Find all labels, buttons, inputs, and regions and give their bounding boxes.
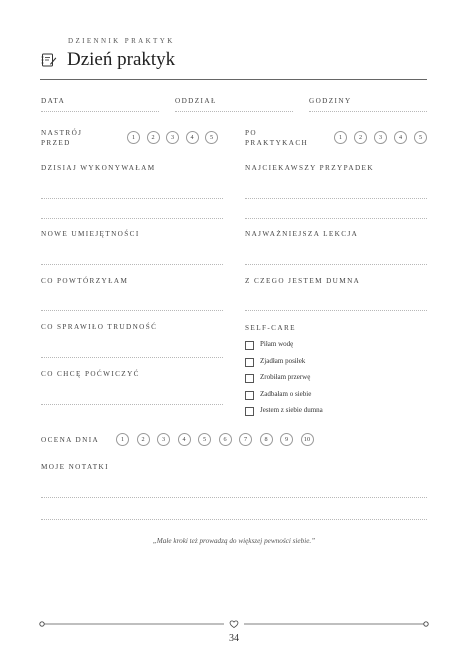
writing-line[interactable] <box>41 264 223 265</box>
self-care-checkbox-3[interactable] <box>245 374 254 383</box>
field-hours-label: GODZINY <box>309 97 352 105</box>
mood-after-option-2[interactable]: 2 <box>354 131 367 144</box>
mood-before-option-1[interactable]: 1 <box>127 131 140 144</box>
self-care-item-label: Jestem z siebie dumna <box>260 406 323 414</box>
page-title: Dzień praktyk <box>67 49 176 70</box>
self-care-item-label: Zjadłam posiłek <box>260 356 306 365</box>
mood-after-label-line2: PRAKTYKACH <box>245 139 309 147</box>
notes-line[interactable] <box>41 519 427 520</box>
writing-line[interactable] <box>41 198 223 199</box>
section-repeated-label: CO POWTÓRZYŁAM <box>41 277 129 285</box>
section-today-did-label: DZISIAJ WYKONYWAŁAM <box>41 164 156 172</box>
day-rating-option-7[interactable]: 7 <box>239 433 252 446</box>
section-practice-label: CO CHCĘ POĆWICZYĆ <box>41 370 140 378</box>
page-number: 34 <box>229 633 239 644</box>
day-rating-option-3[interactable]: 3 <box>157 433 170 446</box>
notes-label: MOJE NOTATKI <box>41 463 109 471</box>
section-proud-of-label: Z CZEGO JESTEM DUMNA <box>245 277 361 285</box>
mood-after-option-4[interactable]: 4 <box>394 131 407 144</box>
mood-after-label-line1: PO <box>245 129 257 137</box>
header-divider <box>40 79 427 80</box>
section-difficult-label: CO SPRAWIŁO TRUDNOŚĆ <box>41 323 158 331</box>
writing-line[interactable] <box>245 264 427 265</box>
field-ward-label: ODDZIAŁ <box>175 97 217 105</box>
self-care-item-label: Zadbałam o siebie <box>260 389 312 398</box>
mood-before-label-line2: PRZED <box>41 139 71 147</box>
writing-line[interactable] <box>245 198 427 199</box>
day-rating-option-4[interactable]: 4 <box>178 433 191 446</box>
motivational-quote: „Małe kroki też prowadzą do większej pewności siebie.” <box>152 537 316 545</box>
writing-line[interactable] <box>41 310 223 311</box>
mood-after-option-5[interactable]: 5 <box>414 131 427 144</box>
self-care-item-label: Zrobiłam przerwę <box>260 373 311 381</box>
mood-before-option-5[interactable]: 5 <box>205 131 218 144</box>
mood-after-option-1[interactable]: 1 <box>334 131 347 144</box>
writing-line[interactable] <box>41 404 223 405</box>
page-kicker: DZIENNIK PRAKTYK <box>68 37 175 45</box>
mood-before-option-3[interactable]: 3 <box>166 131 179 144</box>
day-rating-option-2[interactable]: 2 <box>137 433 150 446</box>
self-care-item-label: Piłam wodę <box>260 340 294 348</box>
self-care-checkbox-2[interactable] <box>245 358 254 367</box>
mood-before-label <box>41 128 82 148</box>
section-interesting-case-label: NAJCIEKAWSZY PRZYPADEK <box>245 164 374 172</box>
writing-line[interactable] <box>245 310 427 311</box>
day-rating-option-10[interactable]: 10 <box>301 433 314 446</box>
mood-before-option-4[interactable]: 4 <box>186 131 199 144</box>
mood-before-label-line1: NASTRÓJ <box>41 129 83 137</box>
field-date-line[interactable] <box>41 111 159 112</box>
day-rating-label: OCENA DNIA <box>41 436 100 444</box>
notebook-pen-icon <box>41 52 57 68</box>
section-important-lesson-label: NAJWAŻNIEJSZA LEKCJA <box>245 230 359 238</box>
mood-after-option-3[interactable]: 3 <box>374 131 387 144</box>
writing-line[interactable] <box>245 218 427 219</box>
day-rating-option-9[interactable]: 9 <box>280 433 293 446</box>
day-rating-option-1[interactable]: 1 <box>116 433 129 446</box>
field-hours-line[interactable] <box>309 111 427 112</box>
mood-after-label <box>245 128 308 148</box>
self-care-checkbox-1[interactable] <box>245 341 254 350</box>
day-rating-option-5[interactable]: 5 <box>198 433 211 446</box>
field-ward-line[interactable] <box>175 111 293 112</box>
mood-before-option-2[interactable]: 2 <box>147 131 160 144</box>
day-rating-option-6[interactable]: 6 <box>219 433 232 446</box>
writing-line[interactable] <box>41 218 223 219</box>
field-date-label: DATA <box>41 97 66 105</box>
section-new-skills-label: NOWE UMIEJĘTNOŚCI <box>41 230 140 238</box>
heart-icon <box>229 619 239 629</box>
self-care-checkbox-5[interactable] <box>245 407 254 416</box>
section-self-care-label: SELF-CARE <box>245 324 296 332</box>
notes-line[interactable] <box>41 497 427 498</box>
writing-line[interactable] <box>41 357 223 358</box>
day-rating-option-8[interactable]: 8 <box>260 433 273 446</box>
self-care-checkbox-4[interactable] <box>245 391 254 400</box>
